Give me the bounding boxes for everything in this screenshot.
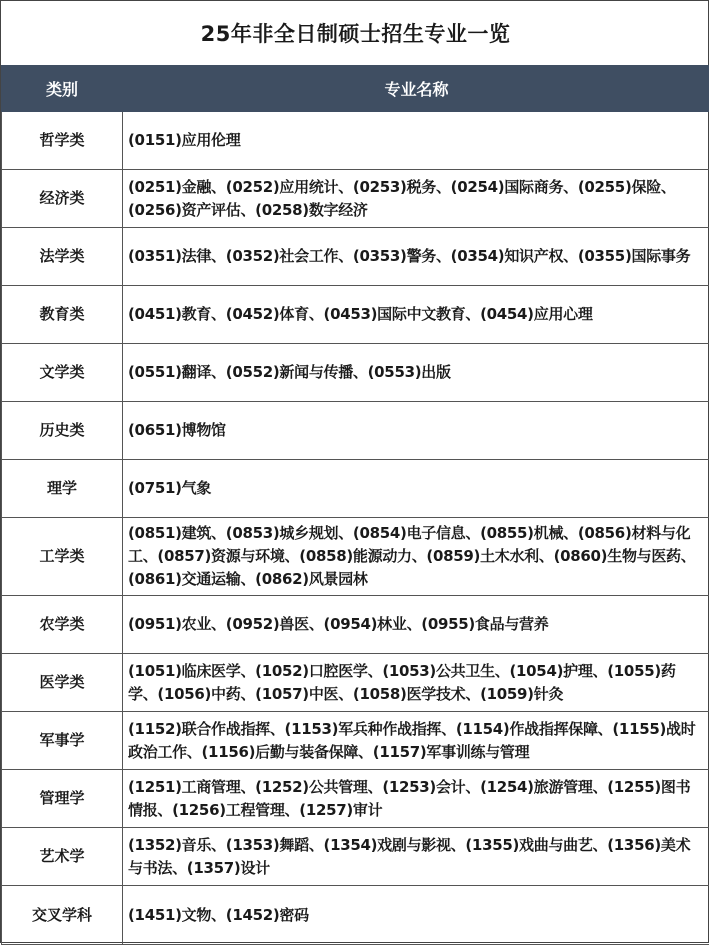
page-title: 25年非全日制硕士招生专业一览: [1, 1, 709, 65]
table-row: [2, 654, 709, 712]
row-category: 艺术学: [2, 828, 123, 886]
row-category: 农学类: [2, 596, 123, 654]
table-row: [2, 460, 709, 518]
row-category: 经济类: [2, 170, 123, 228]
header-category: 类别: [2, 66, 123, 112]
table-header-row: [2, 66, 709, 112]
row-category: 教育类: [2, 286, 123, 344]
row-category: 哲学类: [2, 112, 123, 170]
table-row: [2, 344, 709, 402]
row-majors: (0951)农业、(0952)兽医、(0954)林业、(0955)食品与营养: [123, 596, 709, 654]
row-category: 法学类: [2, 228, 123, 286]
row-category: 文学类: [2, 344, 123, 402]
table-row: [2, 596, 709, 654]
row-majors: (0351)法律、(0352)社会工作、(0353)警务、(0354)知识产权、(0355)国际事务: [123, 228, 709, 286]
table-row: [2, 112, 709, 170]
table-row: [2, 886, 709, 945]
row-category: 军事学: [2, 712, 123, 770]
row-majors: (0751)气象: [123, 460, 709, 518]
row-category: 医学类: [2, 654, 123, 712]
row-majors: (1152)联合作战指挥、(1153)军兵种作战指挥、(1154)作战指挥保障、(1155)战时政治工作、(1156)后勤与装备保障、(1157)军事训练与管理: [123, 712, 709, 770]
majors-table: [1, 65, 709, 945]
row-category: 理学: [2, 460, 123, 518]
row-majors: (0551)翻译、(0552)新闻与传播、(0553)出版: [123, 344, 709, 402]
row-majors: (1451)文物、(1452)密码: [123, 886, 709, 945]
row-majors: (0151)应用伦理: [123, 112, 709, 170]
table-row: [2, 170, 709, 228]
row-majors: (0851)建筑、(0853)城乡规划、(0854)电子信息、(0855)机械、(0856)材料与化工、(0857)资源与环境、(0858)能源动力、(0859)土木水利、(0860)生物与医药、(0861)交通运输、(0862)风景园林: [123, 518, 709, 596]
row-majors: (0451)教育、(0452)体育、(0453)国际中文教育、(0454)应用心理: [123, 286, 709, 344]
table-row: [2, 228, 709, 286]
table-row: [2, 828, 709, 886]
table-row: [2, 286, 709, 344]
header-majors: 专业名称: [123, 66, 709, 112]
row-category: 工学类: [2, 518, 123, 596]
table-row: [2, 712, 709, 770]
row-category: 交叉学科: [2, 886, 123, 945]
table-row: [2, 770, 709, 828]
row-category: 管理学: [2, 770, 123, 828]
row-majors: (1352)音乐、(1353)舞蹈、(1354)戏剧与影视、(1355)戏曲与曲艺、(1356)美术与书法、(1357)设计: [123, 828, 709, 886]
row-majors: (1051)临床医学、(1052)口腔医学、(1053)公共卫生、(1054)护理、(1055)药学、(1056)中药、(1057)中医、(1058)医学技术、(1059)针灸: [123, 654, 709, 712]
table-row: [2, 518, 709, 596]
row-majors: (0651)博物馆: [123, 402, 709, 460]
table-row: [2, 402, 709, 460]
row-majors: (1251)工商管理、(1252)公共管理、(1253)会计、(1254)旅游管理、(1255)图书情报、(1256)工程管理、(1257)审计: [123, 770, 709, 828]
row-category: 历史类: [2, 402, 123, 460]
row-majors: (0251)金融、(0252)应用统计、(0253)税务、(0254)国际商务、(0255)保险、(0256)资产评估、(0258)数字经济: [123, 170, 709, 228]
